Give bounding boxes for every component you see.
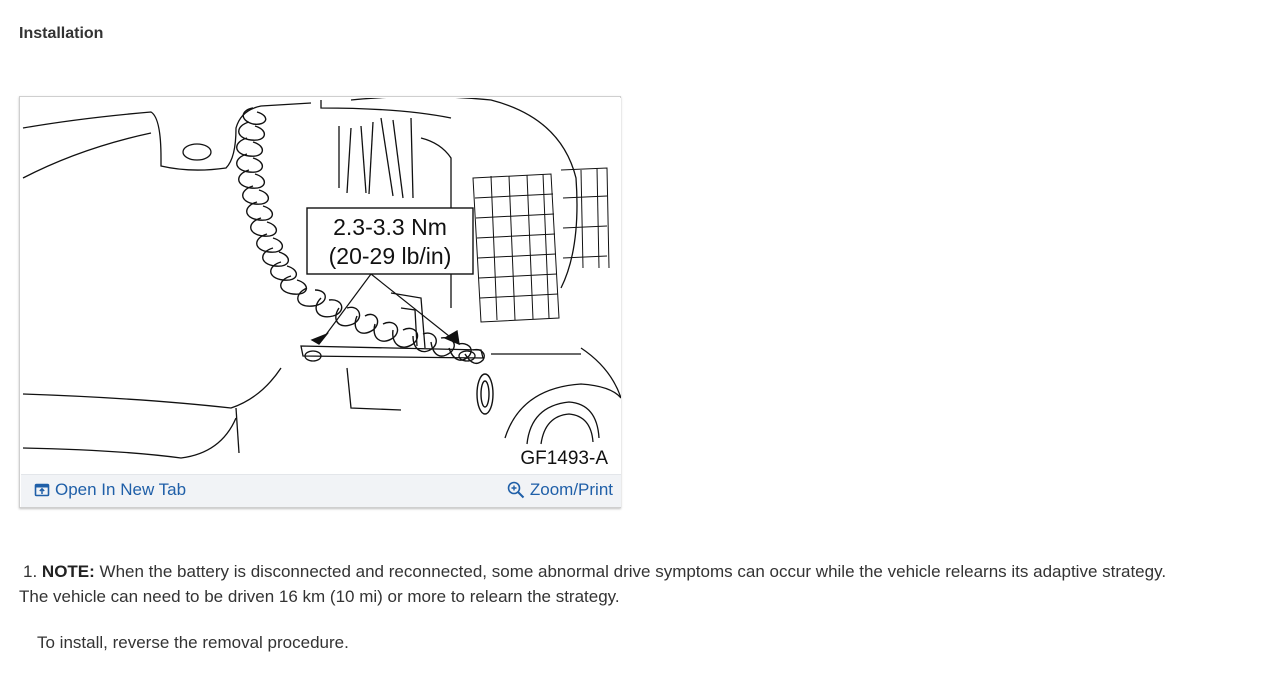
open-in-new-tab-link[interactable]: [34, 480, 186, 500]
figure-card: [19, 96, 621, 508]
torque-value-nm: 2.3-3.3 Nm: [333, 214, 447, 240]
figure-toolbar: [21, 474, 621, 507]
zoom-print-link[interactable]: [507, 480, 613, 500]
technical-illustration[interactable]: [21, 98, 621, 474]
note-text-continued: The vehicle can need to be driven 16 km (10 mi) or more to relearn the strategy.: [19, 587, 620, 606]
torque-value-lbin: (20-29 lb/in): [328, 243, 452, 269]
step-note: [19, 559, 1239, 609]
open-in-new-tab-label: Open In New Tab: [55, 480, 187, 499]
note-text: When the battery is disconnected and reconnected, some abnormal drive symptoms can occur while the vehicle relearns its adaptive strategy.: [99, 562, 1167, 581]
note-label: NOTE:: [41, 562, 95, 581]
install-instruction: To install, reverse the removal procedure.: [37, 633, 349, 652]
zoom-print-label: Zoom/Print: [529, 480, 613, 499]
figure-code: GF1493-A: [520, 448, 608, 469]
zoom-in-icon: [507, 481, 525, 499]
step-number: 1.: [23, 562, 38, 581]
open-in-new-tab-icon: [34, 482, 50, 498]
section-title: Installation: [19, 25, 104, 42]
illustration-svg: [21, 98, 621, 474]
